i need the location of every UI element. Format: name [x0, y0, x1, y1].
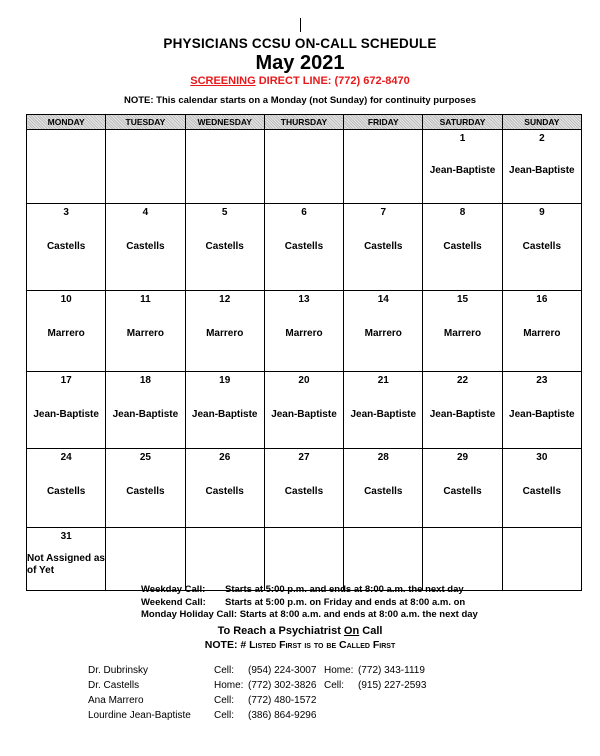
calendar-week [27, 449, 582, 528]
day-number: 9 [539, 207, 545, 218]
calendar-week [27, 528, 582, 591]
contact-name: Dr. Castells [88, 680, 140, 691]
contact-type: Cell: [214, 710, 235, 721]
contact-row [88, 678, 426, 693]
calendar-cell [502, 372, 581, 449]
day-number: 27 [298, 452, 310, 463]
calendar-cell [185, 204, 264, 291]
calendar-cell [27, 130, 106, 204]
direct-line-number: (772) 672-8470 [334, 75, 410, 87]
calendar-cell [423, 449, 502, 528]
on-call-name: Marrero [206, 328, 244, 339]
on-call-name: Marrero [126, 328, 165, 339]
on-call-name: Jean-Baptiste [112, 409, 179, 420]
calendar-cell [502, 291, 581, 372]
month-title: May 2021 [255, 52, 345, 74]
contact-row [88, 708, 426, 723]
reach-on: On [343, 625, 360, 637]
calendar-header-row [27, 115, 582, 130]
on-call-name: Not Assigned as of Yet [27, 553, 105, 576]
calendar-week [27, 130, 582, 204]
day-number: 15 [456, 294, 469, 305]
on-call-name: Marrero [523, 328, 561, 339]
on-call-name: Castells [126, 241, 165, 252]
calendar-cell [106, 528, 185, 591]
calendar-cell [423, 528, 502, 591]
on-call-name: Jean-Baptiste [509, 165, 575, 176]
day-number: 26 [219, 452, 231, 463]
day-number [423, 531, 501, 543]
calendar-cell [502, 528, 581, 591]
day-header: SATURDAY [423, 115, 502, 130]
day-number: 28 [377, 452, 389, 463]
day-number [106, 531, 184, 543]
on-call-name: Marrero [443, 328, 482, 339]
on-call-name: Marrero [47, 328, 85, 339]
calendar-week [27, 372, 582, 449]
on-call-name: Jean-Baptiste [191, 409, 258, 420]
calendar-cell [502, 449, 581, 528]
day-number: 11 [140, 294, 151, 305]
contact-number: (772) 343-1119 [358, 665, 425, 676]
contact-name: Ana Marrero [88, 695, 144, 706]
calendar-cell [423, 204, 502, 291]
day-number: 17 [60, 375, 72, 386]
holiday-call-row [141, 609, 478, 622]
on-call-name: Castells [46, 486, 86, 497]
weekend-call-row [141, 597, 478, 610]
calendar-cell [106, 449, 185, 528]
day-number: 24 [60, 452, 72, 463]
day-header: FRIDAY [344, 115, 423, 130]
day-number: 18 [139, 375, 151, 386]
calendar-week [27, 291, 582, 372]
on-call-name: Castells [364, 241, 403, 252]
day-header: WEDNESDAY [185, 115, 264, 130]
contact-row [88, 663, 426, 678]
contact-type: Cell: [214, 695, 235, 706]
calendar-note: NOTE: This calendar starts on a Monday (not Sunday) for continuity purposes [123, 95, 477, 106]
on-call-name: Castells [126, 486, 165, 497]
day-number: 3 [63, 207, 69, 218]
calendar-cell [106, 372, 185, 449]
calendar-cell [264, 204, 343, 291]
day-header: TUESDAY [106, 115, 185, 130]
on-call-name: Castells [522, 486, 562, 497]
day-header: THURSDAY [264, 115, 343, 130]
day-number: 23 [536, 375, 548, 386]
day-number: 7 [380, 207, 387, 218]
on-call-name: Jean-Baptiste [509, 409, 575, 420]
calendar-cell [185, 528, 264, 591]
calendar-cell [106, 130, 185, 204]
day-number: 20 [298, 375, 310, 386]
calendar-cell [423, 130, 502, 204]
day-header: MONDAY [27, 115, 106, 130]
schedule-title: PHYSICIANS CCSU ON-CALL SCHEDULE [163, 36, 437, 51]
calendar-cell [27, 291, 106, 372]
day-number [106, 133, 184, 145]
day-number [265, 133, 343, 145]
on-call-name: Jean-Baptiste [350, 409, 417, 420]
direct-line-label: DIRECT LINE: [258, 75, 332, 87]
day-number: 10 [60, 294, 72, 305]
on-call-name: Castells [284, 241, 324, 252]
calendar-cell [423, 372, 502, 449]
contact-type: Cell: [214, 665, 235, 676]
on-call-name: Jean-Baptiste [429, 165, 496, 176]
on-call-name: Castells [443, 241, 482, 252]
contact-list [88, 663, 426, 723]
day-number: 12 [219, 294, 231, 305]
direct-line [0, 75, 600, 87]
day-number: 14 [377, 294, 389, 305]
call-order-note: NOTE: # Listed First is to be Called First [204, 639, 396, 651]
on-call-name: Castells [205, 486, 244, 497]
day-number: 2 [539, 133, 545, 144]
day-number [27, 133, 105, 145]
calendar-cell [344, 291, 423, 372]
contact-type: Cell: [324, 680, 345, 691]
contact-number: (772) 480-1572 [248, 695, 317, 706]
day-number: 29 [456, 452, 469, 463]
day-number [265, 531, 343, 543]
calendar-cell [344, 130, 423, 204]
day-number: 21 [377, 375, 389, 386]
contact-type: Home: [214, 680, 244, 691]
day-number [344, 531, 422, 543]
on-call-name: Jean-Baptiste [33, 409, 99, 420]
on-call-name: Marrero [285, 328, 323, 339]
day-number [186, 531, 264, 543]
contact-row [88, 693, 426, 708]
calendar-cell [106, 291, 185, 372]
day-number: 6 [301, 207, 307, 218]
day-number: 4 [142, 207, 149, 218]
calendar-cell [264, 449, 343, 528]
calendar-cell [27, 528, 106, 591]
day-number: 25 [139, 452, 151, 463]
calendar-cell [344, 372, 423, 449]
day-number: 13 [298, 294, 310, 305]
contact-type: Home: [324, 665, 354, 676]
calendar-cell [185, 130, 264, 204]
calendar-cell [344, 528, 423, 591]
day-number: 30 [536, 452, 548, 463]
call-hours [141, 584, 478, 622]
calendar-cell [344, 204, 423, 291]
day-number [344, 133, 422, 145]
calendar-cell [344, 449, 423, 528]
reach-suffix: Call [359, 625, 383, 637]
calendar-cell [264, 130, 343, 204]
day-number: 8 [459, 207, 466, 218]
contact-number: (954) 224-3007 [248, 665, 317, 676]
day-header: SUNDAY [502, 115, 581, 130]
calendar-cell [27, 449, 106, 528]
day-number: 5 [221, 207, 228, 218]
weekday-call-row [141, 584, 478, 597]
calendar-cell [106, 204, 185, 291]
weekend-call-label: Weekend Call: [141, 596, 206, 608]
weekday-call-text: Starts at 5:00 p.m. and ends at 8:00 a.m. the next day [225, 584, 464, 595]
on-call-name: Marrero [364, 328, 402, 339]
holiday-call-text: Starts at 8:00 a.m. and ends at 8:00 a.m. the next day [239, 609, 478, 620]
calendar-cell [185, 449, 264, 528]
day-number: 16 [536, 294, 548, 305]
contact-name: Dr. Dubrinsky [88, 665, 149, 676]
calendar-cell [423, 291, 502, 372]
on-call-name: Jean-Baptiste [429, 409, 496, 420]
calendar-cell [27, 372, 106, 449]
text-cursor [300, 18, 301, 32]
calendar-cell [27, 204, 106, 291]
contact-name: Lourdine Jean-Baptiste [88, 710, 191, 721]
reach-heading [0, 625, 600, 637]
calendar-cell [502, 204, 581, 291]
day-number: 1 [459, 133, 466, 144]
day-number [503, 531, 581, 543]
calendar-cell [502, 130, 581, 204]
contact-number: (772) 302-3826 [248, 680, 317, 691]
day-number: 22 [456, 375, 469, 386]
day-number: 19 [219, 375, 231, 386]
reach-prefix: To Reach a Psychiatrist [217, 625, 344, 637]
calendar-cell [264, 528, 343, 591]
on-call-name: Castells [522, 241, 562, 252]
calendar-cell [185, 291, 264, 372]
day-number [186, 133, 264, 145]
weekday-call-label: Weekday Call: [141, 584, 206, 595]
on-call-name: Castells [364, 486, 403, 497]
on-call-name: Castells [46, 241, 86, 252]
on-call-name: Jean-Baptiste [271, 409, 337, 420]
on-call-name: Castells [443, 486, 482, 497]
calendar-table [26, 114, 582, 591]
calendar-cell [264, 291, 343, 372]
on-call-name: Castells [205, 241, 244, 252]
day-number: 31 [60, 531, 72, 542]
on-call-name: Castells [284, 486, 324, 497]
calendar-cell [185, 372, 264, 449]
screening-word: SCREENING [190, 75, 256, 87]
contact-number: (915) 227-2593 [358, 680, 427, 691]
weekend-call-text: Starts at 5:00 p.m. on Friday and ends at 8:00 a.m. on [225, 596, 466, 608]
calendar-week [27, 204, 582, 291]
holiday-call-label: Monday Holiday Call: [141, 609, 238, 620]
contact-number: (386) 864-9296 [248, 710, 317, 721]
calendar-cell [264, 372, 343, 449]
